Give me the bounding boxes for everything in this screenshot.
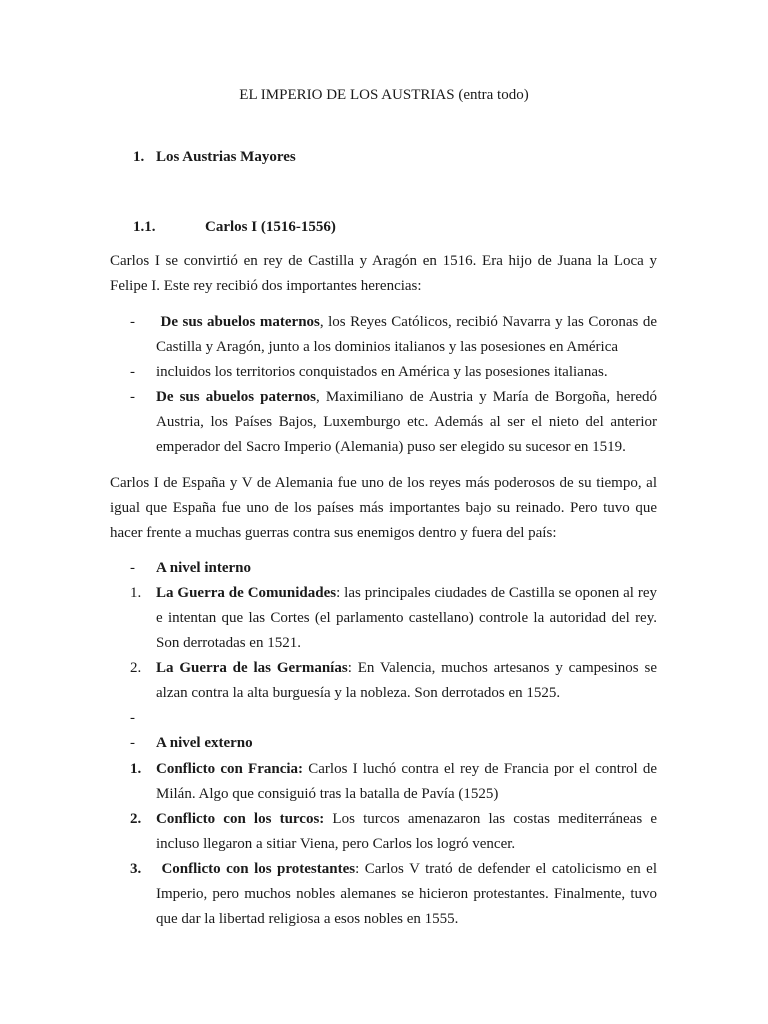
list-item-text: De sus abuelos maternos, los Reyes Católicos, recibió Navarra y las Coronas de Castilla y Aragón, junto a los dominios italianos y las posesiones en América: [156, 314, 657, 355]
bold-term: La Guerra de Comunidades: [156, 585, 337, 601]
list-marker: -: [130, 364, 135, 380]
section-title: Los Austrias Mayores: [156, 149, 296, 165]
list-item-text: La Guerra de las Germanías: En Valencia, muchos artesanos y campesinos se alzan contra la alta burguesía y la nobleza. Son derrotados en 1525.: [156, 660, 657, 701]
list-item-text: La Guerra de Comunidades: las principales ciudades de Castilla se oponen al rey e intentan que las Cortes (el parlamento castellano) controle la autoridad del rey. Son derrotadas en 1521.: [156, 585, 657, 651]
section-number: 1.: [133, 149, 145, 165]
subheading-internal: A nivel interno: [156, 560, 252, 576]
list-marker: -: [130, 560, 135, 576]
section-heading-1-1: [0, 218, 768, 236]
list-marker: -: [130, 735, 135, 751]
list-marker: -: [130, 710, 135, 726]
bold-term: De sus abuelos maternos: [160, 314, 320, 330]
list-item-text: [156, 556, 657, 581]
list-item-text: De sus abuelos paternos, Maximiliano de Austria y María de Borgoña, heredó Austria, los Países Bajos, Luxemburgo etc. Además al ser el nieto del anterior emperador del Sacro Imperio (Alemania) puso ser elegido su sucesor en 1519.: [156, 389, 658, 455]
bold-term: Conflicto con los protestantes: [161, 861, 356, 877]
bold-term: De sus abuelos paternos: [156, 389, 317, 405]
list-item-text: Conflicto con los protestantes: Carlos V trató de defender el catolicismo en el Imperio, pero muchos nobles alemanes se hicieron protestantes. Finalmente, tuvo que dar la libertad religiosa a esos nobles en 1555.: [156, 861, 657, 927]
list-marker: -: [130, 389, 135, 405]
subheading-external: A nivel externo: [156, 735, 253, 751]
list-marker: 3.: [130, 861, 142, 877]
list-item-text: Conflicto con los turcos: Los turcos amenazaron las costas mediterráneas e incluso llegaron a sitiar Viena, pero Carlos los logró vencer.: [156, 811, 657, 852]
list-item-text: incluidos los territorios conquistados en América y las posesiones italianas.: [156, 364, 608, 380]
bold-term: La Guerra de las Germanías: [156, 660, 348, 676]
intro-paragraph: Carlos I se convirtió en rey de Castilla y Aragón en 1516. Era hijo de Juana la Loca y Felipe I. Este rey recibió dos importantes herencias:: [110, 253, 657, 294]
list-marker: 2.: [130, 811, 142, 827]
list-item-text: [156, 731, 657, 756]
section-heading-1: [0, 148, 768, 166]
list-marker: -: [130, 314, 135, 330]
wars-paragraph: Carlos I de España y V de Alemania fue uno de los reyes más poderosos de su tiempo, al igual que España fue uno de los países más importantes bajo su reinado. Pero tuvo que hacer frente a muchas guerras contra sus enemigos dentro y fuera del país:: [110, 475, 657, 541]
list-marker: 2.: [130, 660, 142, 676]
list-item-text: Conflicto con Francia: Carlos I luchó contra el rey de Francia por el control de Milán. Algo que consiguió tras la batalla de Pavía (1525): [156, 761, 657, 802]
bold-term: Conflicto con los turcos:: [156, 811, 325, 827]
list-marker: 1.: [130, 761, 142, 777]
section-title: Carlos I (1516-1556): [205, 219, 336, 235]
section-number: 1.1.: [133, 219, 156, 235]
list-marker: 1.: [130, 585, 142, 601]
bold-term: Conflicto con Francia:: [156, 761, 304, 777]
document-title: EL IMPERIO DE LOS AUSTRIAS (entra todo): [239, 87, 529, 103]
